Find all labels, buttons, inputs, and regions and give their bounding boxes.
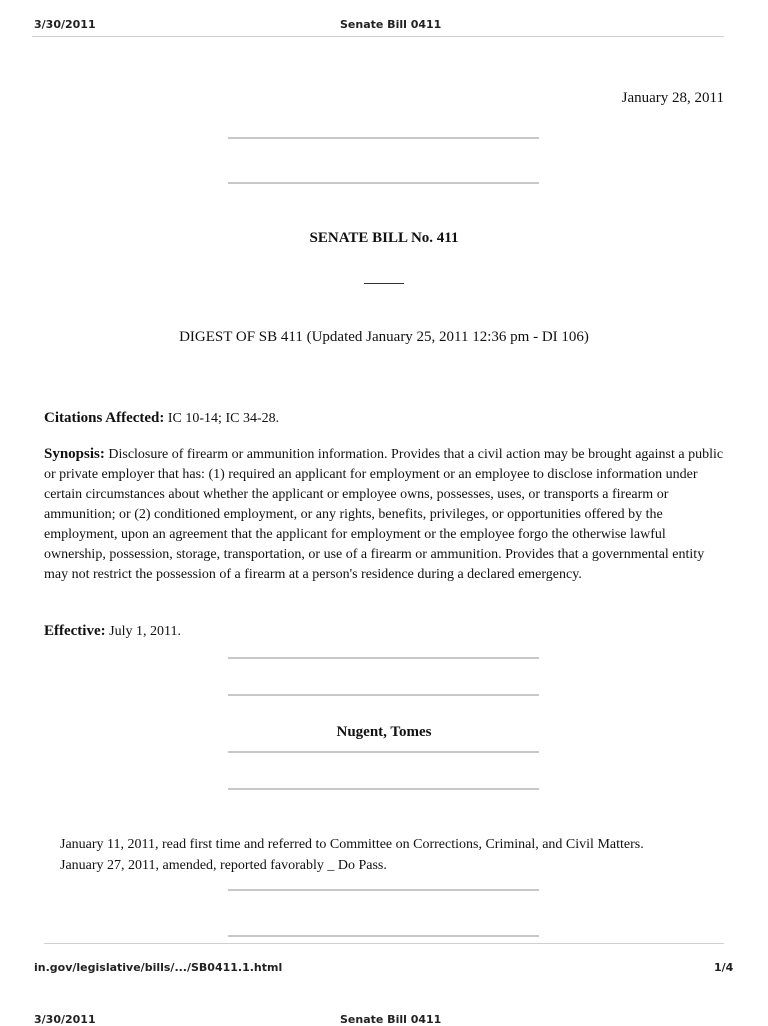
footer-page-number: 1/4	[714, 961, 734, 974]
next-page-header-date: 3/30/2011	[34, 1013, 96, 1026]
next-page-header-title: Senate Bill 0411	[340, 1013, 442, 1026]
divider	[228, 137, 539, 139]
synopsis-text: Disclosure of firearm or ammunition information. Provides that a civil action may be brought against a public or private employer that has: (1) required an applicant for employment or an employee to disclose information under certain circumstances about whether the applicant or employee owns, possesses, uses, or transports a firearm or ammunition; or (2) conditioned employment, or any rights, benefits, privileges, or opportunities offered by the employment, upon an agreement that the applicant for employment or the employee forgo the otherwise lawful ownership, possession, storage, transportation, or use of a firearm or ammunition. Provides that a governmental entity may not restrict the possession of a firearm at a person's residence during a declared emergency.	[44, 447, 724, 582]
footer-url: in.gov/legislative/bills/.../SB0411.1.html	[34, 961, 283, 974]
short-divider	[364, 283, 404, 284]
effective-label: Effective:	[44, 623, 106, 639]
history-entry: January 11, 2011, read first time and referred to Committee on Corrections, Criminal, and Civil Matters.	[60, 837, 644, 852]
synopsis-label: Synopsis:	[44, 446, 105, 462]
header-divider	[32, 36, 724, 37]
footer-divider	[44, 943, 724, 944]
digest-heading: DIGEST OF SB 411 (Updated January 25, 2011 12:36 pm - DI 106)	[179, 329, 589, 345]
effective-text: July 1, 2011.	[105, 624, 181, 639]
history-entry: January 27, 2011, amended, reported favorably _ Do Pass.	[60, 858, 387, 873]
divider	[228, 751, 539, 753]
bill-authors: Nugent, Tomes	[336, 724, 432, 740]
divider	[228, 694, 539, 696]
document-date: January 28, 2011	[621, 90, 724, 106]
citations-text: IC 10-14; IC 34-28.	[164, 411, 280, 426]
divider	[228, 788, 539, 790]
header-title: Senate Bill 0411	[340, 18, 442, 31]
effective-date	[44, 621, 728, 642]
synopsis	[44, 444, 728, 585]
divider	[228, 935, 539, 937]
divider	[228, 182, 539, 184]
citations-affected	[44, 408, 728, 429]
bill-title: SENATE BILL No. 411	[309, 230, 459, 246]
header-date: 3/30/2011	[34, 18, 96, 31]
divider	[228, 889, 539, 891]
legislative-history	[60, 834, 750, 876]
citations-label: Citations Affected:	[44, 410, 165, 426]
divider	[228, 657, 539, 659]
